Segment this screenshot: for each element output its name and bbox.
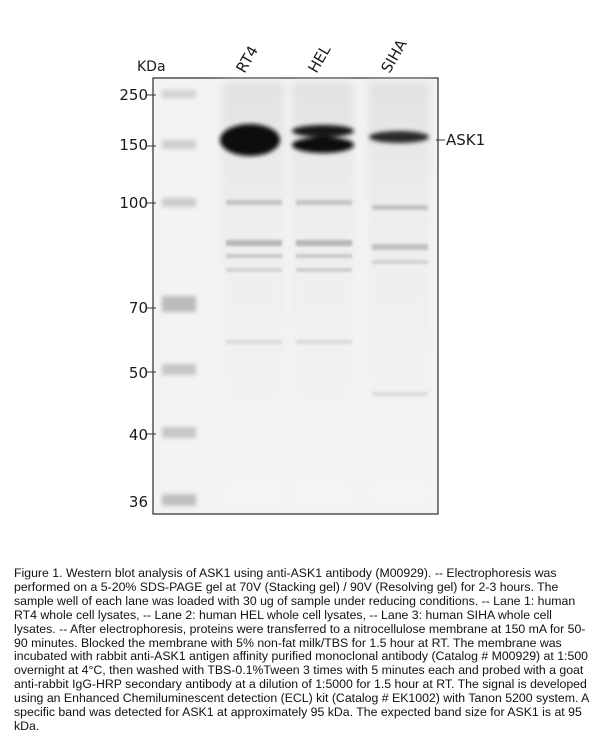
unit-label: KDa — [137, 59, 166, 75]
lane-label-rt4: RT4 — [232, 42, 263, 76]
marker-label-70: 70 — [128, 299, 148, 317]
marker-label-250: 250 — [119, 86, 148, 104]
marker-label-150: 150 — [119, 136, 148, 154]
lane-label-hel: HEL — [304, 41, 335, 76]
marker-label-50: 50 — [128, 364, 148, 382]
band-label-ask1: ASK1 — [446, 131, 486, 149]
figure-caption: Figure 1. Western blot analysis of ASK1 using anti-ASK1 antibody (M00929). -- Electrophoresis was performed on a 5-20% SDS-PAGE gel at 70V (Stacking gel) / 90V (Resolving gel) for 2-3 hours. The sample well of each lane was loaded with 30 ug of sample under reducing conditions. -- Lane 1: human RT4 whole cell lysates, -- Lane 2: human HEL whole cell lysates, -- Lane 3: human SIHA whole cell lysates. -- After electrophoresis, proteins were transferred to a nitrocellulose membrane at 150 mA for 50-90 minutes. Blocked the membrane with 5% non-fat milk/TBS for 1.5 hour at RT. The membrane was incubated with rabbit anti-ASK1 antigen affinity purified monoclonal antibody (Catalog # M00929) at 1:500 overnight at 4°C, then washed with TBS-0.1%Tween 3 times with 5 minutes each and probed with a goat anti-rabbit IgG-HRP secondary antibody at a dilution of 1:5000 for 1.5 hour at RT. The signal is developed using an Enhanced Chemiluminescent detection (ECL) kit (Catalog # EK1002) with Tanon 5200 system. A specific band was detected for ASK1 at approximately 95 kDa. The expected band size for ASK1 is at 95 kDa. — [14, 566, 589, 733]
lane-label-siha: SIHA — [377, 36, 411, 76]
marker-label-100: 100 — [119, 194, 148, 212]
marker-label-36: 36 — [128, 493, 148, 511]
marker-label-40: 40 — [128, 426, 148, 444]
